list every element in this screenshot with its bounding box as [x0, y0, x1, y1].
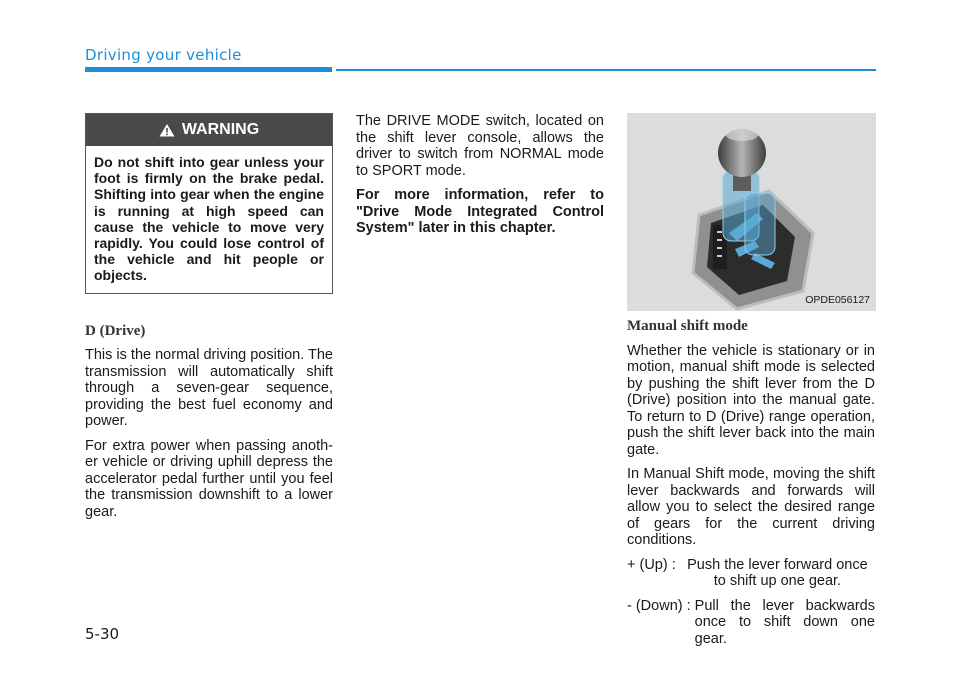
warning-box: [85, 113, 333, 294]
down-definition: [627, 598, 875, 648]
manual-paragraph: In Manual Shift mode, moving the shift lever backwards and forwards will allow you to select the desired range of gears for the current driving conditions.: [627, 466, 875, 548]
page-number: 5-30: [85, 625, 120, 643]
warning-triangle-icon: [159, 123, 175, 137]
right-column: [627, 113, 875, 655]
drive-paragraph: For extra power when passing anoth-er vehicle or driving uphill depress the accelerator pedal further until you feel the transmission downshift to a lower gear.: [85, 437, 333, 520]
middle-column: [356, 113, 604, 245]
header-rule-thin: [336, 69, 876, 71]
up-term: + (Up) :: [627, 556, 680, 573]
gear-shift-lever-illustration-icon: [627, 113, 876, 311]
header-rule-thick: [85, 67, 332, 72]
down-term: - (Down) :: [627, 597, 695, 614]
drive-mode-text: The DRIVE MODE switch, located on the shift lever console, allows the driver to switch from NORMAL mode to SPORT mode.: [356, 113, 604, 179]
drive-paragraph: This is the normal driving position. The transmission will automatically shift through a seven-gear sequence, providing the best fuel economy and power.: [85, 347, 333, 430]
figure-code: OPDE056127: [805, 293, 870, 306]
shift-lever-figure: [627, 113, 876, 311]
drive-heading: D (Drive): [85, 322, 146, 339]
section-title: Driving your vehicle: [85, 46, 242, 64]
warning-header: [86, 114, 332, 146]
manual-shift-heading: Manual shift mode: [627, 318, 748, 334]
up-definition: [627, 557, 875, 590]
manual-paragraph: Whether the vehicle is stationary or in motion, manual shift mode is selected by pushing the shift lever from the D (Drive) position into the manual gate. To return to D (Drive) range operation, push the shift lever back into the main gate.: [627, 342, 875, 458]
drive-mode-reference: For more information, refer to "Drive Mode Integrated Control System" later in this chapter.: [356, 187, 604, 236]
up-description: Push the lever forward once to shift up one gear.: [687, 556, 868, 589]
down-description: Pull the lever backwards once to shift down one gear.: [694, 597, 875, 647]
warning-label: WARNING: [181, 120, 260, 138]
left-column: [85, 113, 333, 528]
warning-text: Do not shift into gear unless your foot is firmly on the brake pedal. Shifting into gear when the engine is running at high speed can cause the vehicle to move very rapidly. You could lose control of the vehicle and hit people or objects.: [94, 154, 324, 284]
